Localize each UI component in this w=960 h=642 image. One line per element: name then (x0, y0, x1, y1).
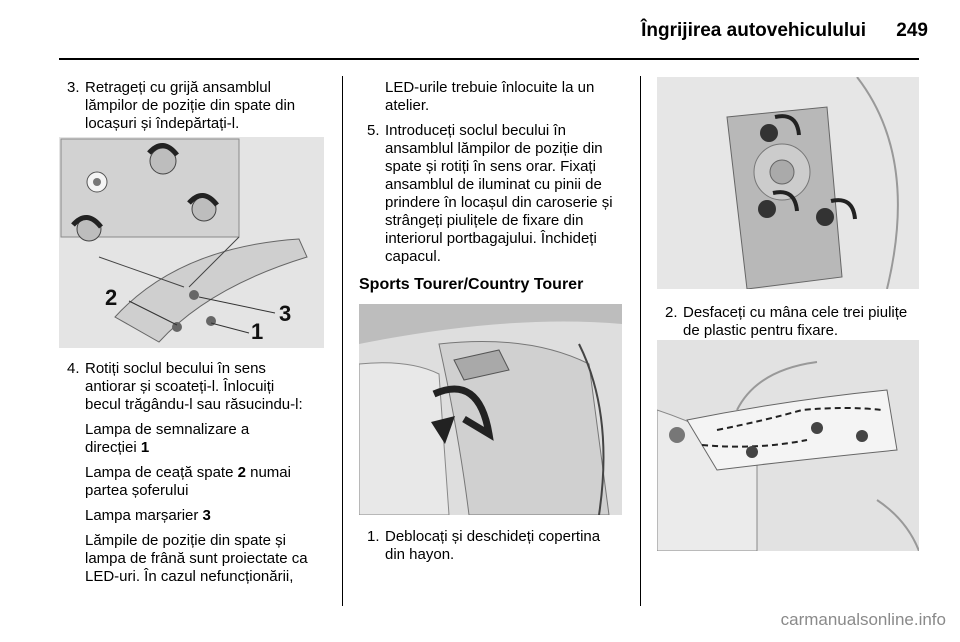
lamp-nuts-illustration (657, 77, 919, 289)
lamp-ref-number: 3 (202, 507, 211, 524)
page-number: 249 (896, 20, 928, 41)
step-text-line: locașuri și îndepărtați-l. (85, 115, 240, 132)
callout-1: 1 (251, 319, 264, 344)
lamp-turn-signal (59, 421, 341, 457)
header-divider (59, 58, 919, 60)
led-note-continuation (359, 79, 637, 115)
step-2 (657, 304, 925, 340)
lamp-text-line: numai (245, 464, 291, 481)
step-number: 5. (367, 122, 380, 139)
step-text-line: spate și rotiți în sens orar. Fixați (385, 158, 596, 175)
tailgate-illustration (359, 304, 622, 515)
step-text-line: Deblocați și deschideți copertina (385, 528, 601, 545)
step-number: 4. (67, 360, 80, 377)
figure-rear-lamp-assembly (59, 137, 324, 348)
note-text-line: atelier. (385, 97, 430, 114)
column-divider-left (342, 76, 343, 606)
step-text-line: Introduceți soclul becului în (385, 122, 566, 139)
step-4 (59, 360, 341, 414)
rear-lamp-illustration (59, 137, 324, 348)
step-text-line: capacul. (385, 248, 441, 265)
note-text-line: LED-uri. În cazul nefuncționării, (85, 568, 294, 585)
lamp-text-line: Lampa marșarier (85, 507, 203, 524)
step-text-line: Desfaceți cu mâna cele trei piulițe (683, 304, 908, 321)
step-text-line: din hayon. (385, 546, 455, 563)
lamp-removed-illustration (657, 340, 919, 551)
led-note (59, 532, 341, 586)
step-text-line: strângeți piulițele de fixare din (385, 212, 584, 229)
section-heading: Sports Tourer/Country Tourer (359, 276, 584, 293)
callout-3: 3 (279, 301, 292, 326)
lamp-reverse (59, 507, 341, 525)
page-header-title: Îngrijirea autovehiculului (641, 20, 866, 41)
note-text-line: LED-urile trebuie înlocuite la un (385, 79, 595, 96)
note-text-line: lampa de frână sunt proiectate ca (85, 550, 308, 567)
step-5 (359, 122, 637, 266)
step-text-line: ansamblul de iluminat cu pinii de (385, 176, 602, 193)
lamp-ref-number: 1 (140, 439, 150, 456)
figure-lamp-nuts-rear (657, 77, 919, 289)
column-divider-right (640, 76, 641, 606)
step-text-line: Retrageți cu grijă ansamblul (85, 79, 271, 96)
figure-tailgate-cover (359, 304, 622, 515)
figure-lamp-removed (657, 340, 919, 551)
column-right (657, 304, 925, 340)
step-text-line: prindere în locașul din caroserie și (385, 194, 613, 211)
column-left (59, 79, 334, 133)
column-middle (359, 79, 637, 266)
lamp-text-line: direcției (85, 439, 141, 456)
lamp-text-line: Lampa de ceață spate (85, 464, 238, 481)
lamp-text-line: partea șoferului (85, 482, 189, 499)
step-text-line: becul trăgându-l sau răsucindu-l: (85, 396, 303, 413)
section-header-block (359, 275, 637, 294)
lamp-fog (59, 464, 341, 500)
step-text-line: lămpilor de poziție din spate din (85, 97, 296, 114)
column-middle-lower (359, 528, 637, 564)
note-text-line: Lămpile de poziție din spate și (85, 532, 286, 549)
lamp-ref-number: 2 (237, 464, 246, 481)
step-text-line: ansamblul lămpilor de poziție din (385, 140, 603, 157)
step-text-line: antiorar și scoateți-l. Înlocuiți (85, 378, 275, 395)
step-text-line: Rotiți soclul becului în sens (85, 360, 266, 377)
step-1 (359, 528, 637, 564)
callout-2: 2 (105, 285, 118, 310)
step-text-line: interiorul portbagajului. Închideți (385, 230, 597, 247)
step-number: 3. (67, 79, 80, 96)
column-left-lower (59, 360, 341, 586)
step-number: 2. (665, 304, 678, 321)
step-text-line: de plastic pentru fixare. (683, 322, 839, 339)
step-number: 1. (367, 528, 380, 545)
step-3 (59, 79, 334, 133)
lamp-text-line: Lampa de semnalizare a (85, 421, 250, 438)
watermark: carmanualsonline.info (780, 610, 946, 629)
